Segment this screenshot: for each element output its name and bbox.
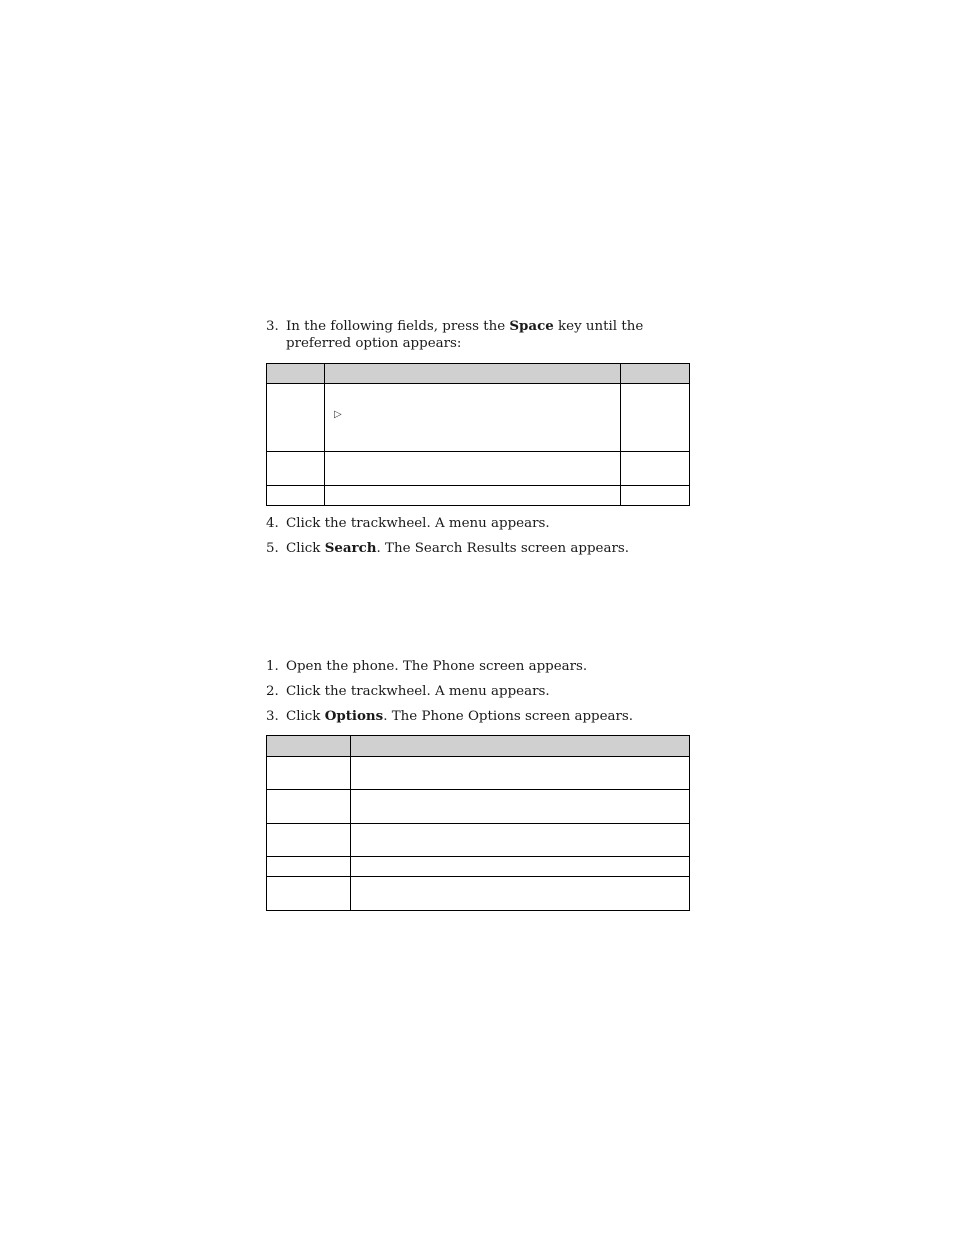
step-number: 1.	[266, 659, 279, 674]
table-cell	[351, 757, 690, 790]
table-cell	[267, 757, 351, 790]
step-text: Open the phone. The Phone screen appears.	[286, 659, 588, 674]
table-cell	[267, 824, 351, 857]
table-cell	[351, 877, 690, 911]
table-header-cell	[621, 364, 690, 384]
table-cell	[325, 486, 621, 506]
table-cell	[351, 790, 690, 824]
step-text: Click Search. The Search Results screen appears.	[286, 540, 629, 556]
table-cell	[325, 384, 621, 452]
search-fields-table	[266, 363, 690, 506]
table-row	[267, 757, 690, 790]
table-header-cell	[351, 736, 690, 757]
table-cell	[267, 452, 325, 486]
table-row	[267, 452, 690, 486]
step-number: 2.	[266, 684, 279, 699]
menu-item-name: Options	[324, 708, 384, 724]
table-cell	[621, 452, 690, 486]
table-row	[267, 384, 690, 452]
table-cell	[621, 486, 690, 506]
table-cell	[267, 790, 351, 824]
table-header-cell	[325, 364, 621, 384]
table-row	[267, 877, 690, 911]
table-header-row	[267, 364, 690, 384]
step-text: Click the trackwheel. A menu appears.	[286, 516, 550, 531]
step-text: Click the trackwheel. A menu appears.	[286, 684, 550, 699]
menu-item-name: Search	[324, 540, 377, 556]
table-cell	[351, 857, 690, 877]
step-text: Click Options. The Phone Options screen appears.	[286, 708, 634, 724]
table-cell	[267, 384, 325, 452]
triangle-bullet-icon: ▷	[334, 409, 342, 420]
step-number: 3.	[266, 709, 279, 724]
table-row	[267, 857, 690, 877]
table-cell	[325, 452, 621, 486]
table-header-cell	[267, 736, 351, 757]
step-text: In the following fields, press the Space key until the preferred option appears:	[286, 318, 644, 351]
step-number: 5.	[266, 541, 279, 556]
phone-options-table	[266, 735, 690, 911]
step-number: 3.	[266, 319, 279, 334]
table-cell	[267, 857, 351, 877]
table-cell	[267, 486, 325, 506]
table-cell	[267, 877, 351, 911]
table-row	[267, 790, 690, 824]
table-header-cell	[267, 364, 325, 384]
table-header-row	[267, 736, 690, 757]
table-row	[267, 486, 690, 506]
table-cell	[621, 384, 690, 452]
key-name: Space	[509, 318, 554, 334]
table-row	[267, 824, 690, 857]
table-cell	[351, 824, 690, 857]
step-number: 4.	[266, 516, 279, 531]
